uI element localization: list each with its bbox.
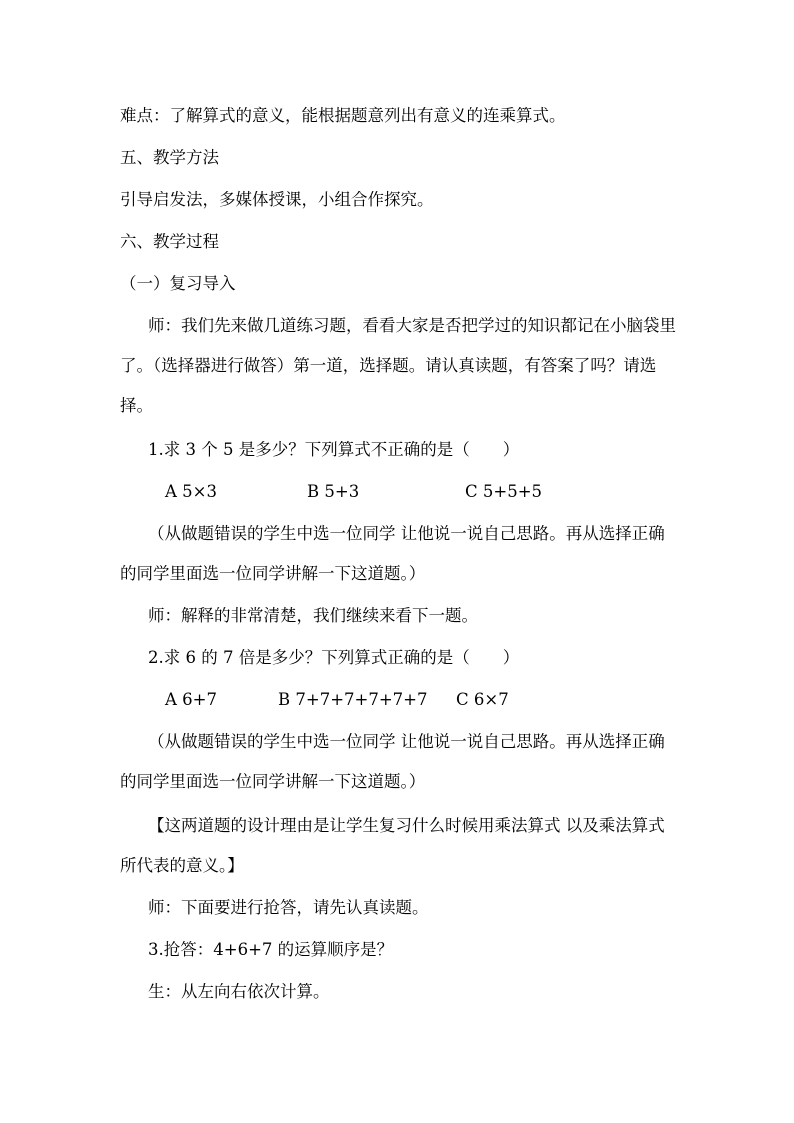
question-1-option-a: A 5×3 bbox=[165, 482, 217, 501]
question-2-option-a: A 6+7 bbox=[165, 690, 217, 709]
question-2-option-c: C 6×7 bbox=[456, 690, 509, 709]
design-rationale: 【这两道题的设计理由是让学生复习什么时候用乘法算式 以及乘法算式所代表的意义。】 bbox=[120, 816, 665, 875]
question-1-option-b: B 5+3 bbox=[307, 482, 360, 501]
subsection-1-heading: （一）复习导入 bbox=[120, 274, 236, 293]
teaching-methods-line: 引导启发法，多媒体授课，小组合作探究。 bbox=[120, 190, 434, 209]
question-3: 3.抢答：4+6+7 的运算顺序是？ bbox=[148, 940, 394, 959]
note-paragraph-1: （从做题错误的学生中选一位同学 让他说一说自己思路。再从选择正确的同学里面选一位同学讲解一下这道题。） bbox=[120, 524, 665, 583]
question-2: 2.求 6 的 7 倍是多少？下列算式正确的是（ ） bbox=[148, 648, 520, 667]
question-2-option-b: B 7+7+7+7+7+7 bbox=[278, 690, 428, 709]
question-1-option-c: C 5+5+5 bbox=[465, 482, 543, 501]
section-6-heading: 六、教学过程 bbox=[120, 232, 219, 251]
question-1: 1.求 3 个 5 是多少？下列算式不正确的是（ ） bbox=[148, 440, 520, 459]
difficulty-line: 难点：了解算式的意义，能根据题意列出有意义的连乘算式。 bbox=[120, 106, 566, 125]
section-5-heading: 五、教学方法 bbox=[120, 148, 219, 167]
teacher-paragraph-1: 师：我们先来做几道练习题，看看大家是否把学过的知识都记在小脑袋里了。（选择器进行做答）第一道，选择题。请认真读题，有答案了吗？请选择。 bbox=[120, 316, 676, 415]
note-paragraph-2: （从做题错误的学生中选一位同学 让他说一说自己思路。再从选择正确的同学里面选一位同学讲解一下这道题。） bbox=[120, 732, 665, 791]
teacher-paragraph-2: 师：解释的非常清楚，我们继续来看下一题。 bbox=[148, 606, 478, 625]
teacher-paragraph-3: 师：下面要进行抢答，请先认真读题。 bbox=[148, 898, 429, 917]
student-answer: 生：从左向右依次计算。 bbox=[148, 982, 330, 1001]
